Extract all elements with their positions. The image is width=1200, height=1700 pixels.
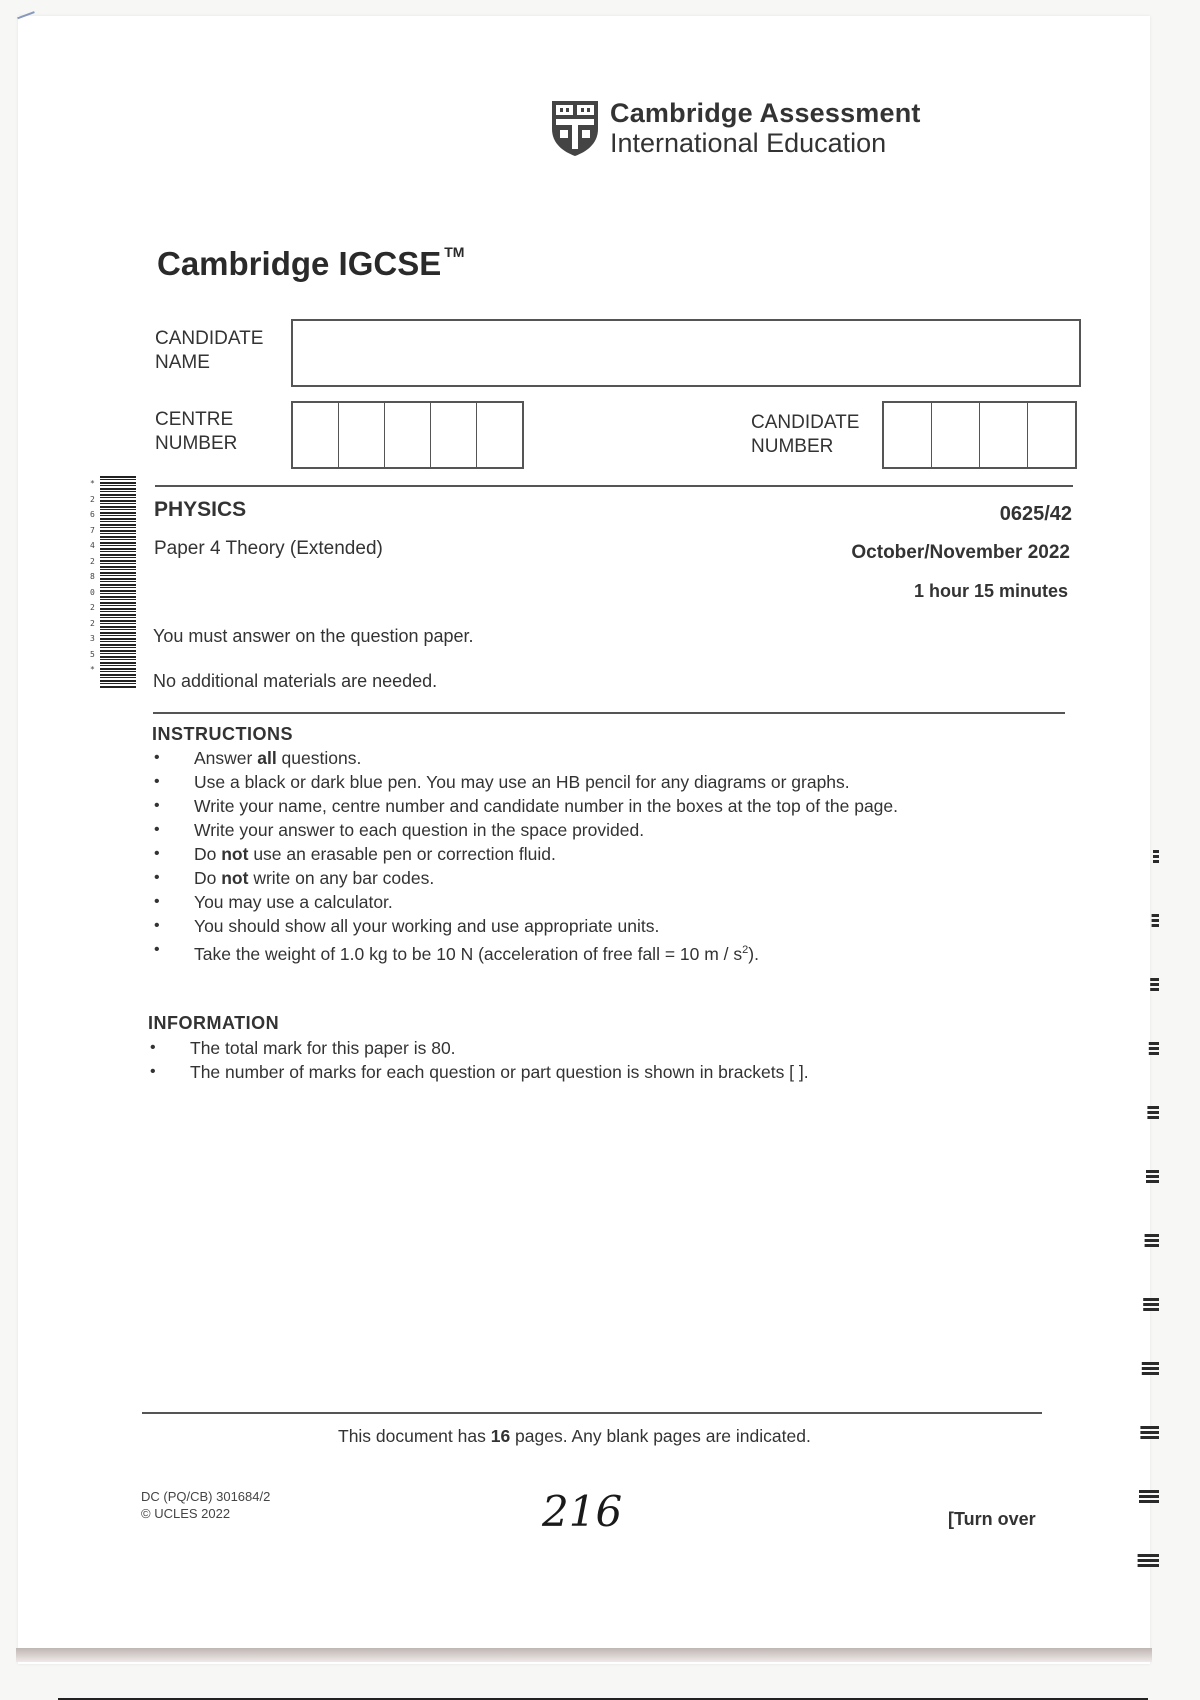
barcode-digit: 0	[90, 587, 95, 597]
digit-box[interactable]	[339, 403, 385, 467]
digit-box[interactable]	[431, 403, 477, 467]
barcode-digit: 8	[90, 572, 95, 581]
barcode-digit: 2	[90, 494, 95, 504]
paper-title: Paper 4 Theory (Extended)	[154, 538, 383, 559]
digit-box[interactable]	[293, 403, 339, 467]
barcode-digit: 2	[90, 603, 95, 612]
instructions-title: INSTRUCTIONS	[152, 724, 293, 744]
binding-mark	[1140, 1426, 1159, 1439]
centre-number-boxes[interactable]	[291, 401, 524, 469]
binding-mark	[1145, 1234, 1159, 1247]
digit-box[interactable]	[932, 403, 980, 467]
divider	[153, 712, 1065, 714]
binding-mark	[1152, 914, 1159, 927]
cambridge-logo	[550, 98, 921, 158]
trademark: TM	[444, 244, 465, 260]
binding-mark	[1138, 1554, 1159, 1567]
information-list	[150, 1036, 809, 1084]
exam-duration: 1 hour 15 minutes	[913, 581, 1068, 601]
footer-divider	[142, 1412, 1042, 1414]
instruction-item: • You may use a calculator.	[154, 890, 898, 914]
barcode-digit: 7	[90, 525, 95, 535]
barcode-digit: 4	[90, 541, 95, 550]
answer-note: You must answer on the question paper.	[153, 626, 474, 646]
barcode-digit: 2	[90, 556, 95, 566]
instruction-item: • Write your answer to each question in the space provided.	[154, 818, 898, 842]
binding-marks	[1137, 830, 1167, 1610]
digit-box[interactable]	[980, 403, 1028, 467]
instruction-item: • Take the weight of 1.0 kg to be 10 N (acceleration of free fall = 10 m / $s^2$).	[154, 938, 898, 962]
candidate-name-label: CANDIDATE NAME	[155, 328, 264, 373]
instruction-item: • You should show all your working and use appropriate units.	[154, 914, 898, 938]
binding-mark	[1153, 850, 1159, 863]
instruction-item: • Do not write on any bar codes.	[154, 866, 898, 890]
binding-mark	[1142, 1362, 1159, 1375]
document-code: DC (PQ/CB) 301684/2 © UCLES 2022	[141, 1489, 271, 1521]
candidate-number-label: CANDIDATE NUMBER	[751, 412, 860, 457]
barcode-digit: *	[90, 665, 95, 674]
binding-mark	[1139, 1490, 1159, 1503]
page-count-note: This document has 16 pages. Any blank pages are indicated.	[338, 1426, 811, 1446]
information-item: • The total mark for this paper is 80.	[150, 1036, 809, 1060]
barcode-bars	[100, 476, 136, 688]
binding-mark	[1143, 1298, 1159, 1311]
binding-mark	[1149, 1042, 1159, 1055]
barcode-digit: 2	[90, 618, 95, 628]
svg-text:216: 216	[542, 1487, 623, 1536]
turn-over-label: [Turn over	[948, 1509, 1036, 1529]
digit-box[interactable]	[477, 403, 522, 467]
qualification-title: Cambridge IGCSE ™	[157, 244, 465, 282]
digit-box[interactable]	[884, 403, 932, 467]
crest-icon	[550, 99, 600, 157]
subject-title: PHYSICS	[154, 498, 247, 521]
barcode-digits	[90, 476, 100, 688]
binding-mark	[1147, 1106, 1159, 1119]
digit-box[interactable]	[1028, 403, 1075, 467]
barcode-digit: 3	[90, 634, 95, 643]
binding-mark	[1150, 978, 1159, 991]
centre-number-label: CENTRE NUMBER	[155, 409, 238, 454]
barcode-digit: 5	[90, 649, 95, 659]
information-item: • The number of marks for each question or part question is shown in brackets [ ].	[150, 1060, 809, 1084]
instruction-item: • Write your name, centre number and candidate number in the boxes at the top of the page.	[154, 794, 898, 818]
information-title: INFORMATION	[148, 1013, 280, 1033]
divider	[155, 485, 1073, 487]
paper-code: 0625/42	[999, 503, 1072, 525]
instruction-item: • Use a black or dark blue pen. You may use an HB pencil for any diagrams or graphs.	[154, 770, 898, 794]
digit-box[interactable]	[385, 403, 431, 467]
handwritten-number	[538, 1486, 648, 1536]
candidate-number-boxes[interactable]	[882, 401, 1077, 469]
instructions-list	[154, 746, 898, 962]
scan-edge-shadow	[16, 1648, 1152, 1662]
exam-session: October/November 2022	[851, 542, 1070, 563]
candidate-name-box[interactable]	[291, 319, 1081, 387]
barcode	[90, 476, 136, 688]
binding-mark	[1146, 1170, 1159, 1183]
logo-line-2: International Education	[610, 128, 887, 158]
instruction-item: • Do not use an erasable pen or correction fluid.	[154, 842, 898, 866]
instruction-item: • Answer all questions.	[154, 746, 898, 770]
barcode-digit: 6	[90, 510, 95, 519]
logo-line-1: Cambridge Assessment	[610, 98, 921, 128]
barcode-digit: *	[90, 479, 95, 488]
materials-note: No additional materials are needed.	[153, 671, 438, 691]
